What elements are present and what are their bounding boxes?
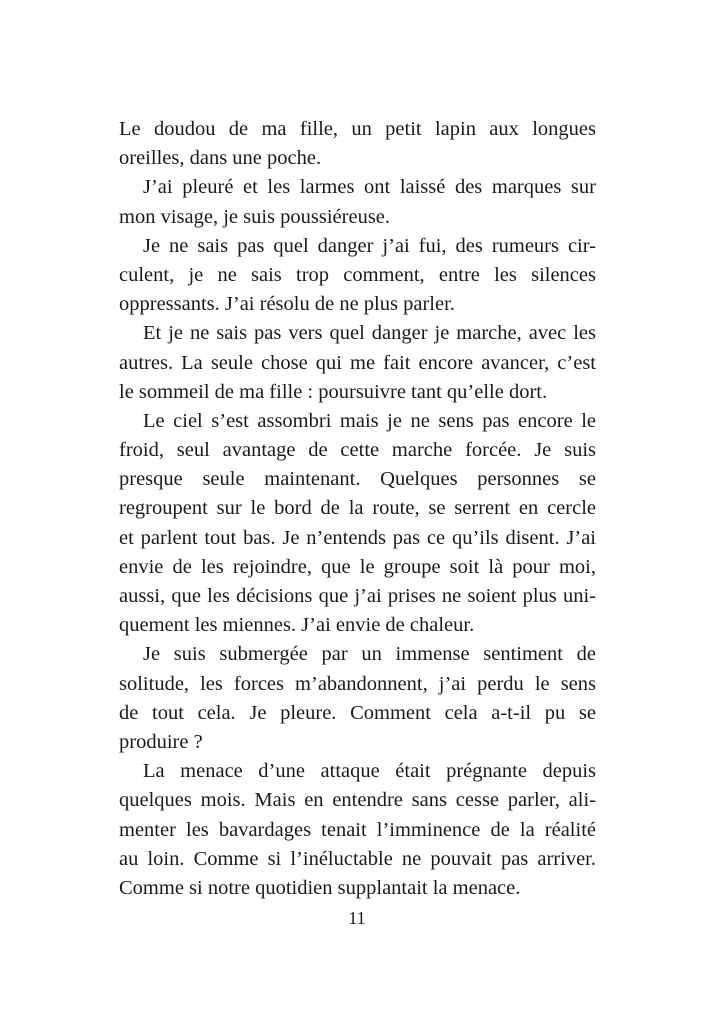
text-line: Le doudou de ma fille, un petit lapin aux longues (119, 118, 596, 140)
text-line: froid, seul avantage de cette marche forcée. Je suis (119, 439, 596, 462)
text-line: aussi, que les décisions que j’ai prises ne soient plus uni- (119, 585, 596, 607)
text-line: de tout cela. Je pleure. Comment cela a-t-il pu se (119, 701, 596, 724)
body-text (119, 115, 596, 903)
text-line: Je ne sais pas quel danger j’ai fui, des rumeurs cir- (143, 234, 596, 257)
text-line: culent, je ne sais trop comment, entre les silences (119, 263, 596, 286)
text-line: J’ai pleuré et les larmes ont laissé des marques sur (143, 176, 596, 199)
text-line: Je suis submergée par un immense sentiment de (143, 643, 596, 666)
text-line: solitude, les forces m’abandonnent, j’ai perdu le sens (119, 672, 596, 695)
text-line: oppressants. J’ai résolu de ne plus parler. (119, 293, 455, 316)
text-line: Comme si notre quotidien supplantait la menace. (119, 876, 521, 899)
text-line: quement les miennes. J’ai envie de chaleur. (119, 614, 475, 637)
text-line: presque seule maintenant. Quelques personnes se (119, 468, 596, 491)
text-line: au loin. Comme si l’inéluctable ne pouvait pas arriver. (119, 847, 596, 870)
text-line: autres. La seule chose qui me fait encore avancer, c’est (119, 351, 596, 374)
text-line: menter les bavardages tenait l’imminence de la réalité (119, 818, 596, 841)
text-line: envie de les rejoindre, que le groupe soit là pour moi, (119, 555, 596, 578)
text-line: Et je ne sais pas vers quel danger je marche, avec les (143, 322, 596, 345)
text-line: produire ? (119, 730, 203, 753)
text-line: mon visage, je suis poussiéreuse. (119, 205, 391, 228)
text-line: oreilles, dans une poche. (119, 147, 322, 170)
text-line: La menace d’une attaque était prégnante depuis (143, 760, 596, 783)
text-line: le sommeil de ma fille : poursuivre tant qu’elle dort. (119, 380, 548, 403)
text-line: regroupent sur le bord de la route, se serrent en cercle (119, 497, 596, 520)
text-line: et parlent tout bas. Je n’entends pas ce qu’ils disent. J’ai (119, 526, 596, 549)
text-line: Le ciel s’est assombri mais je ne sens pas encore le (143, 409, 596, 432)
page-number: 11 (348, 908, 366, 928)
text-line: quelques mois. Mais en entendre sans cesse parler, ali- (119, 789, 596, 812)
